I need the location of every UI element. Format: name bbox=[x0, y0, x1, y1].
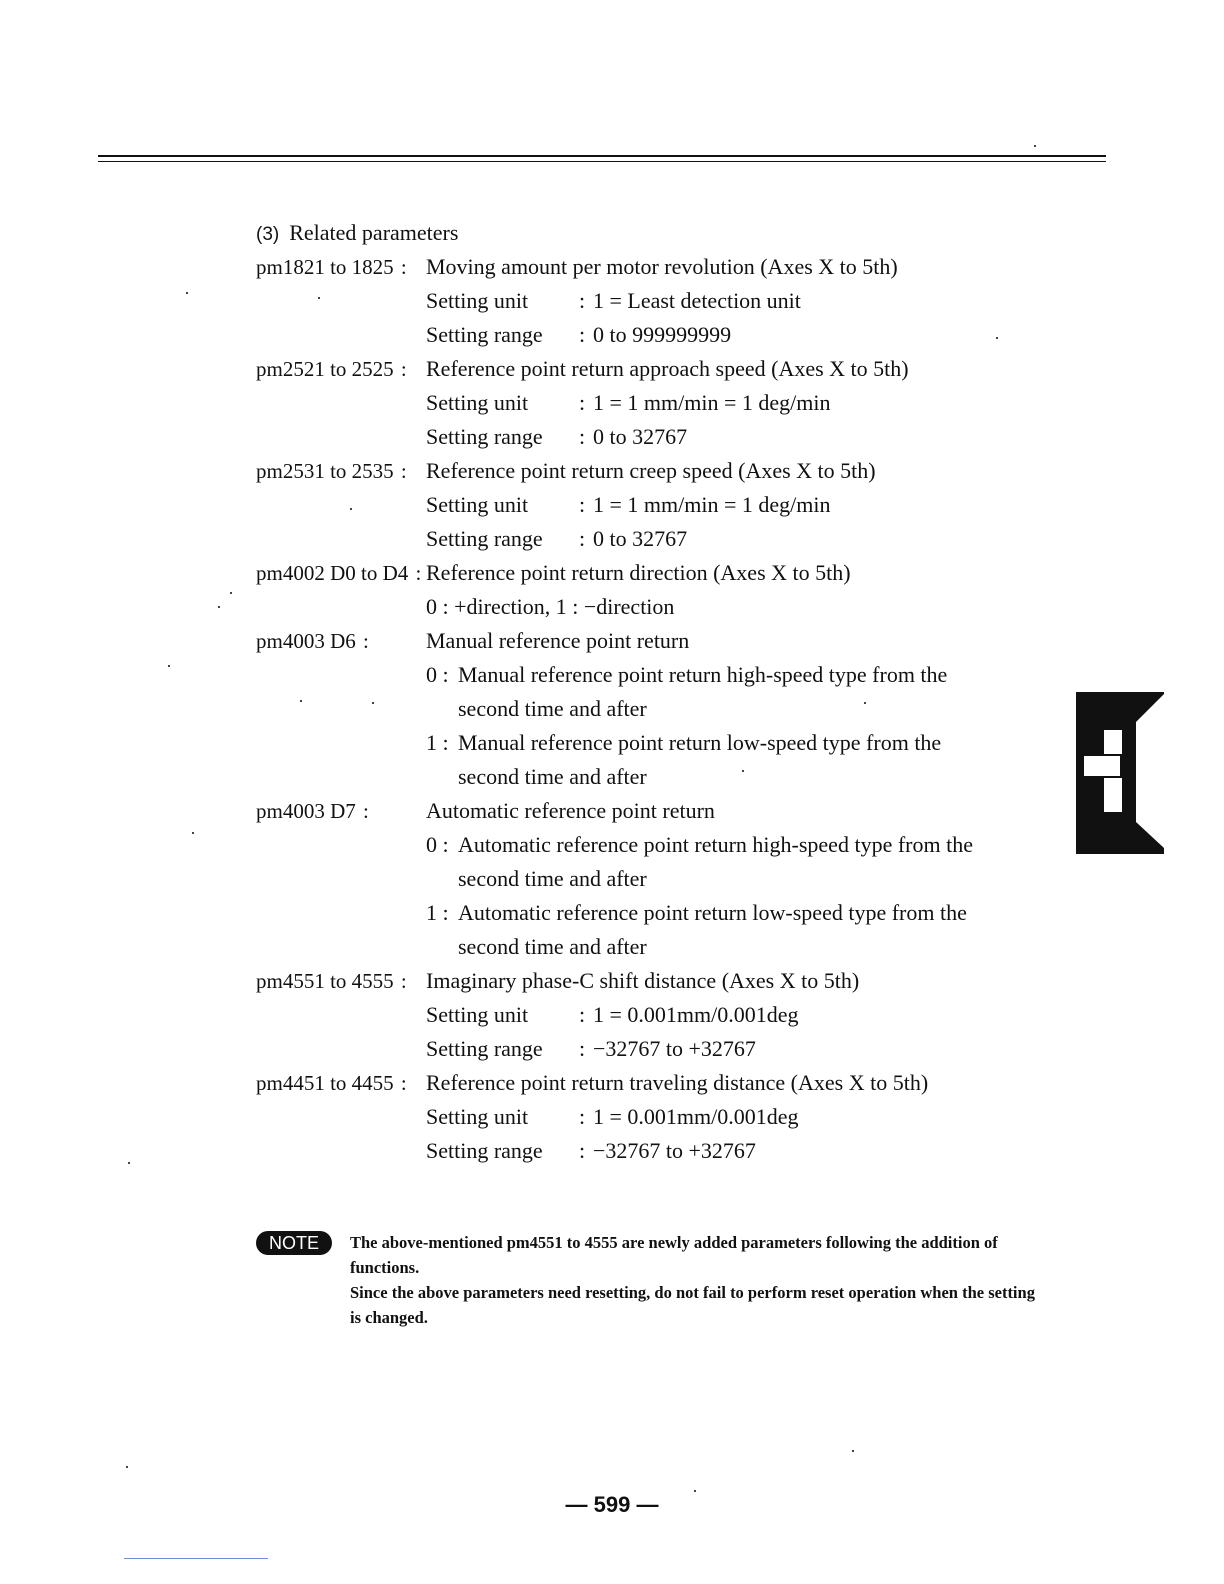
option-line: second time and after bbox=[458, 696, 647, 721]
parameter-description bbox=[426, 624, 1056, 794]
colon-separator: : bbox=[395, 459, 407, 483]
parameter-id: pm2521 to 2525 bbox=[256, 357, 394, 381]
description-line: Reference point return traveling distance (Axes X to 5th) bbox=[426, 1070, 929, 1095]
setting-value: 0 to 32767 bbox=[593, 424, 688, 449]
setting-row bbox=[426, 318, 1056, 352]
header-rule-bottom bbox=[98, 161, 1106, 162]
colon-separator: : bbox=[579, 1036, 586, 1061]
setting-row bbox=[426, 1134, 1056, 1168]
parameter-description bbox=[426, 964, 1056, 1066]
note-box bbox=[256, 1230, 1046, 1330]
parameter-description bbox=[426, 556, 1056, 624]
parameter-name bbox=[256, 794, 426, 828]
option-item bbox=[426, 658, 1056, 726]
option-line: second time and after bbox=[458, 934, 647, 959]
header-rule-top bbox=[98, 155, 1106, 157]
scan-speck bbox=[372, 702, 374, 704]
setting-row bbox=[426, 420, 1056, 454]
setting-value: 0 to 999999999 bbox=[593, 322, 732, 347]
scan-speck bbox=[300, 700, 302, 702]
parameter-name bbox=[256, 556, 426, 590]
colon-separator: : bbox=[357, 799, 369, 823]
option-text bbox=[458, 828, 1056, 896]
option-line: Automatic reference point return low-speed type from the bbox=[458, 900, 967, 925]
setting-key: Setting range bbox=[426, 424, 543, 449]
scan-speck bbox=[864, 702, 866, 704]
description-line: 0 : +direction, 1 : −direction bbox=[426, 594, 675, 619]
description-line: Reference point return creep speed (Axes X to 5th) bbox=[426, 458, 876, 483]
parameter-name bbox=[256, 352, 426, 386]
option-line: second time and after bbox=[458, 764, 647, 789]
colon-separator: : bbox=[579, 424, 586, 449]
colon-separator: : bbox=[579, 1138, 586, 1163]
colon-separator: : bbox=[395, 357, 407, 381]
option-label: 1 : bbox=[426, 730, 449, 755]
setting-key: Setting unit bbox=[426, 1002, 529, 1027]
scan-speck bbox=[192, 832, 194, 834]
setting-key: Setting range bbox=[426, 1036, 543, 1061]
scan-speck bbox=[350, 508, 352, 510]
setting-row bbox=[426, 284, 1056, 318]
colon-separator: : bbox=[579, 492, 586, 517]
scan-speck bbox=[168, 665, 170, 667]
option-item bbox=[426, 828, 1056, 896]
parameter-entry bbox=[256, 964, 1056, 1066]
scan-speck bbox=[852, 1450, 854, 1452]
footer-line bbox=[124, 1558, 268, 1559]
colon-separator: : bbox=[357, 629, 369, 653]
parameter-entry bbox=[256, 794, 1056, 964]
section-number: (3) bbox=[256, 224, 280, 245]
description-line: Manual reference point return bbox=[426, 628, 690, 653]
setting-key: Setting unit bbox=[426, 390, 529, 415]
scan-speck bbox=[218, 606, 220, 608]
description-line: Reference point return direction (Axes X to 5th) bbox=[426, 560, 851, 585]
setting-row bbox=[426, 386, 1056, 420]
description-line: Imaginary phase-C shift distance (Axes X to 5th) bbox=[426, 968, 860, 993]
parameter-name bbox=[256, 1066, 426, 1100]
parameter-id: pm4551 to 4555 bbox=[256, 969, 394, 993]
section-title: Related parameters bbox=[289, 220, 459, 245]
parameter-description bbox=[426, 454, 1056, 556]
colon-separator: : bbox=[579, 390, 586, 415]
parameter-id: pm4003 D7 bbox=[256, 799, 356, 823]
setting-value: −32767 to +32767 bbox=[593, 1138, 756, 1163]
parameter-entry bbox=[256, 556, 1056, 624]
parameter-entry bbox=[256, 352, 1056, 454]
note-paragraph: The above-mentioned pm4551 to 4555 are newly added parameters following the addition of functions. bbox=[350, 1233, 998, 1277]
colon-separator: : bbox=[410, 561, 422, 585]
parameter-id: pm4002 D0 to D4 bbox=[256, 561, 409, 585]
colon-separator: : bbox=[395, 255, 407, 279]
setting-key: Setting range bbox=[426, 526, 543, 551]
description-line: Moving amount per motor revolution (Axes X to 5th) bbox=[426, 254, 898, 279]
scan-speck bbox=[126, 1466, 128, 1468]
setting-row bbox=[426, 522, 1056, 556]
description-line: Reference point return approach speed (Axes X to 5th) bbox=[426, 356, 909, 381]
setting-value: 0 to 32767 bbox=[593, 526, 688, 551]
parameter-name bbox=[256, 454, 426, 488]
setting-key: Setting unit bbox=[426, 288, 529, 313]
parameter-description bbox=[426, 794, 1056, 964]
section-heading bbox=[256, 216, 1056, 250]
parameter-name bbox=[256, 250, 426, 284]
setting-value: 1 = 0.001mm/0.001deg bbox=[593, 1002, 799, 1027]
page-number: — 599 — bbox=[565, 1492, 659, 1517]
parameter-entry bbox=[256, 454, 1056, 556]
option-line: Manual reference point return low-speed type from the bbox=[458, 730, 942, 755]
parameter-list bbox=[256, 250, 1056, 1168]
scan-speck bbox=[230, 592, 232, 594]
setting-key: Setting unit bbox=[426, 1104, 529, 1129]
description-line: Automatic reference point return bbox=[426, 798, 715, 823]
setting-value: 1 = 1 mm/min = 1 deg/min bbox=[593, 390, 831, 415]
scan-speck bbox=[128, 1162, 130, 1164]
note-badge: NOTE bbox=[256, 1231, 332, 1255]
parameter-entry bbox=[256, 624, 1056, 794]
parameter-id: pm4451 to 4455 bbox=[256, 1071, 394, 1095]
scan-speck bbox=[1034, 145, 1036, 147]
scan-speck bbox=[318, 297, 320, 299]
parameter-description bbox=[426, 1066, 1056, 1168]
parameter-name bbox=[256, 964, 426, 998]
setting-key: Setting range bbox=[426, 322, 543, 347]
setting-row bbox=[426, 1100, 1056, 1134]
parameter-id: pm4003 D6 bbox=[256, 629, 356, 653]
parameter-id: pm1821 to 1825 bbox=[256, 255, 394, 279]
option-label: 0 : bbox=[426, 832, 449, 857]
parameter-entry bbox=[256, 1066, 1056, 1168]
setting-row bbox=[426, 1032, 1056, 1066]
section-e-tab-icon bbox=[1076, 692, 1164, 854]
option-text bbox=[458, 896, 1056, 964]
note-paragraph: Since the above parameters need resetting, do not fail to perform reset operation when the setting is changed. bbox=[350, 1283, 1035, 1327]
note-text bbox=[350, 1230, 1046, 1330]
setting-key: Setting unit bbox=[426, 492, 529, 517]
setting-key: Setting range bbox=[426, 1138, 543, 1163]
colon-separator: : bbox=[579, 288, 586, 313]
option-line: Manual reference point return high-speed type from the bbox=[458, 662, 948, 687]
option-text bbox=[458, 726, 1056, 794]
scan-speck bbox=[186, 292, 188, 294]
setting-value: 1 = 1 mm/min = 1 deg/min bbox=[593, 492, 831, 517]
option-line: second time and after bbox=[458, 866, 647, 891]
setting-row bbox=[426, 488, 1056, 522]
setting-value: 1 = 0.001mm/0.001deg bbox=[593, 1104, 799, 1129]
option-text bbox=[458, 658, 1056, 726]
option-item bbox=[426, 726, 1056, 794]
option-item bbox=[426, 896, 1056, 964]
related-parameters-section bbox=[256, 216, 1056, 1168]
scan-speck bbox=[996, 337, 998, 339]
colon-separator: : bbox=[395, 1071, 407, 1095]
scan-speck bbox=[694, 1490, 696, 1492]
parameter-entry bbox=[256, 250, 1056, 352]
option-label: 0 : bbox=[426, 662, 449, 687]
setting-value: 1 = Least detection unit bbox=[593, 288, 801, 313]
setting-value: −32767 to +32767 bbox=[593, 1036, 756, 1061]
colon-separator: : bbox=[579, 1002, 586, 1027]
parameter-description bbox=[426, 352, 1056, 454]
setting-row bbox=[426, 998, 1056, 1032]
option-label: 1 : bbox=[426, 900, 449, 925]
colon-separator: : bbox=[579, 322, 586, 347]
colon-separator: : bbox=[579, 526, 586, 551]
option-line: Automatic reference point return high-speed type from the bbox=[458, 832, 973, 857]
parameter-name bbox=[256, 624, 426, 658]
parameter-description bbox=[426, 250, 1056, 352]
parameter-id: pm2531 to 2535 bbox=[256, 459, 394, 483]
scan-speck bbox=[742, 770, 744, 772]
colon-separator: : bbox=[395, 969, 407, 993]
colon-separator: : bbox=[579, 1104, 586, 1129]
